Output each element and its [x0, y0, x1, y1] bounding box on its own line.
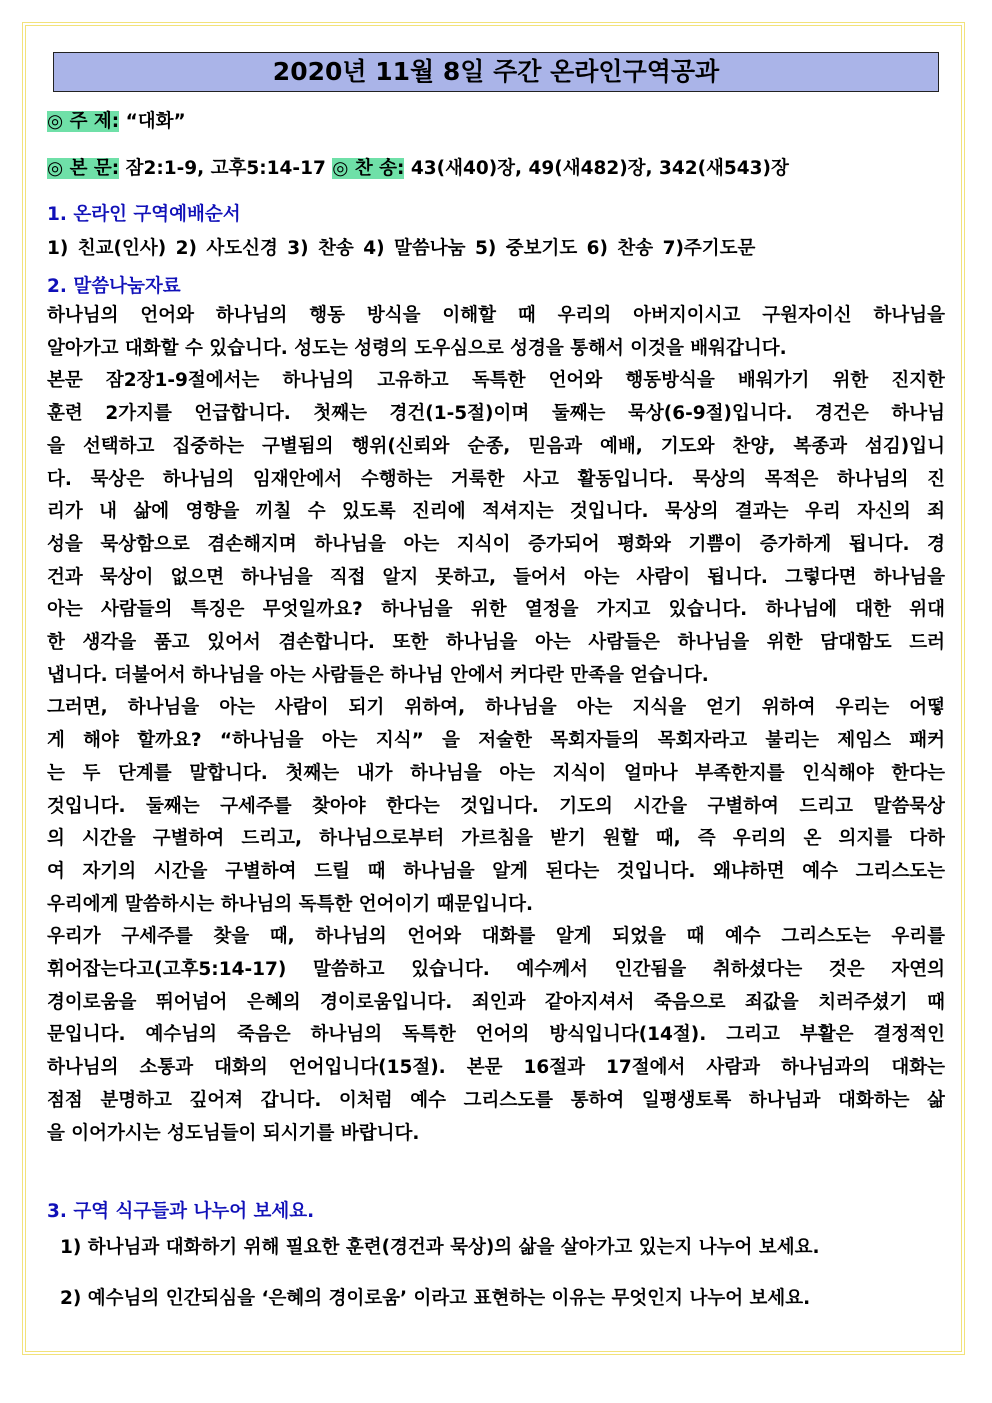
body-line: 을 선택하고 집중하는 구별됨의 행위(신뢰와 순종, 믿음과 예배, 기도와 찬양, 복종과 섬김)입니 — [47, 435, 945, 457]
worship-order: 1) 친교(인사) 2) 사도신경 3) 찬송 4) 말씀나눔 5) 중보기도 6) 찬송 7)주기도문 — [47, 238, 756, 259]
body-line: 그러면, 하나님을 아는 사람이 되기 위하여, 하나님을 아는 지식을 얻기 위하여 우리는 어떻 — [47, 697, 945, 719]
body-line: 다. 묵상은 하나님의 임재안에서 수행하는 거룩한 사고 활동입니다. 묵상의 목적은 하나님의 진 — [47, 468, 945, 490]
body-line: 건과 묵상이 없으면 하나님을 직접 알지 못하고, 들어서 아는 사람이 됩니다. 그렇다면 하나님을 — [47, 566, 945, 588]
scripture-hymn-row — [47, 154, 789, 180]
body-line: 문입니다. 예수님의 죽음은 하나님의 독특한 언어의 방식입니다(14절). 그리고 부활은 결정적인 — [47, 1024, 945, 1046]
body-line: 성을 묵상함으로 겸손해지며 하나님을 아는 지식이 증가되어 평화와 기쁨이 증가하게 됩니다. 경 — [47, 533, 945, 555]
body-line: 한 생각을 품고 있어서 겸손합니다. 또한 하나님을 아는 사람들은 하나님을 위한 담대함도 드러 — [47, 632, 945, 654]
body-line: 리가 내 삶에 영향을 끼칠 수 있도록 진리에 적셔지는 것입니다. 묵상의 결과는 우리 자신의 죄 — [47, 501, 945, 523]
section2-heading: 2. 말씀나눔자료 — [47, 276, 181, 297]
subject-row — [47, 107, 186, 133]
body-line: 휘어잡는다고(고후5:14-17) 말씀하고 있습니다. 예수께서 인간됨을 취하셨다는 것은 자연의 — [47, 959, 945, 981]
body-line: 알아가고 대화할 수 있습니다. 성도는 성령의 도우심으로 성경을 통해서 이것을 배워갑니다. — [47, 337, 787, 359]
body-line: 본문 잠2장1-9절에서는 하나님의 고유하고 독특한 언어와 행동방식을 배워가기 위한 진지한 — [47, 370, 945, 392]
question-2: 2) 예수님의 인간되심을 ‘은혜의 경이로움’ 이라고 표현하는 이유는 무엇인지 나누어 보세요. — [60, 1288, 811, 1309]
body-line: 하나님의 소통과 대화의 언어입니다(15절). 본문 16절과 17절에서 사람과 하나님과의 대화는 — [47, 1057, 945, 1079]
body-line: 아는 사람들의 특징은 무엇일까요? 하나님을 위한 열정을 가지고 있습니다. 하나님에 대한 위대 — [47, 599, 945, 621]
body-line: 여 자기의 시간을 구별하여 드릴 때 하나님을 알게 된다는 것입니다. 왜냐하면 예수 그리스도는 — [47, 860, 945, 882]
hymn-value: 43(새40)장, 49(새482)장, 342(새543)장 — [404, 158, 789, 179]
body-line: 것입니다. 둘째는 구세주를 찾아야 한다는 것입니다. 기도의 시간을 구별하여 드리고 말씀묵상 — [47, 795, 945, 817]
hymn-label: ◎ 찬 송: — [332, 158, 405, 179]
body-line: 우리가 구세주를 찾을 때, 하나님의 언어와 대화를 알게 되었을 때 예수 그리스도는 우리를 — [47, 926, 945, 948]
sermon-body — [47, 300, 945, 1150]
body-line: 훈련 2가지를 언급합니다. 첫째는 경건(1-5절)이며 둘째는 묵상(6-9절)입니다. 경건은 하나님 — [47, 403, 945, 425]
body-line: 냅니다. 더불어서 하나님을 아는 사람들은 하나님 안에서 커다란 만족을 얻습니다. — [47, 664, 709, 686]
body-line: 게 해야 할까요? “하나님을 아는 지식” 을 저술한 목회자들의 목회자라고 불리는 제임스 패커 — [47, 730, 945, 752]
body-line: 우리에게 말씀하시는 하나님의 독특한 언어이기 때문입니다. — [47, 893, 534, 915]
text-label: ◎ 본 문: — [47, 158, 120, 179]
body-line: 경이로움을 뛰어넘어 은혜의 경이로움입니다. 죄인과 같아지셔서 죽음으로 죄값을 치러주셨기 때 — [47, 991, 945, 1013]
section3-heading: 3. 구역 식구들과 나누어 보세요. — [47, 1201, 315, 1222]
body-line: 을 이어가시는 성도님들이 되시기를 바랍니다. — [47, 1122, 420, 1144]
body-line: 하나님의 언어와 하나님의 행동 방식을 이해할 때 우리의 아버지이시고 구원자이신 하나님을 — [47, 305, 945, 326]
body-line: 의 시간을 구별하여 드리고, 하나님으로부터 가르침을 받기 원할 때, 즉 우리의 온 의지를 다하 — [47, 828, 945, 850]
subject-label: ◎ 주 제: — [47, 111, 120, 132]
page-title: 2020년 11월 8일 주간 온라인구역공과 — [53, 52, 939, 92]
section1-heading: 1. 온라인 구역예배순서 — [47, 204, 241, 225]
question-1: 1) 하나님과 대화하기 위해 필요한 훈련(경건과 묵상)의 삶을 살아가고 있는지 나누어 보세요. — [60, 1237, 820, 1258]
body-line: 점점 분명하고 깊어져 갑니다. 이처럼 예수 그리스도를 통하여 일평생토록 하나님과 대화하는 삶 — [47, 1089, 945, 1111]
text-value: 잠2:1-9, 고후5:14-17 — [119, 158, 333, 179]
body-line: 는 두 단계를 말합니다. 첫째는 내가 하나님을 아는 지식이 얼마나 부족한지를 인식해야 한다는 — [47, 762, 945, 784]
subject-value: “대화” — [119, 111, 186, 132]
